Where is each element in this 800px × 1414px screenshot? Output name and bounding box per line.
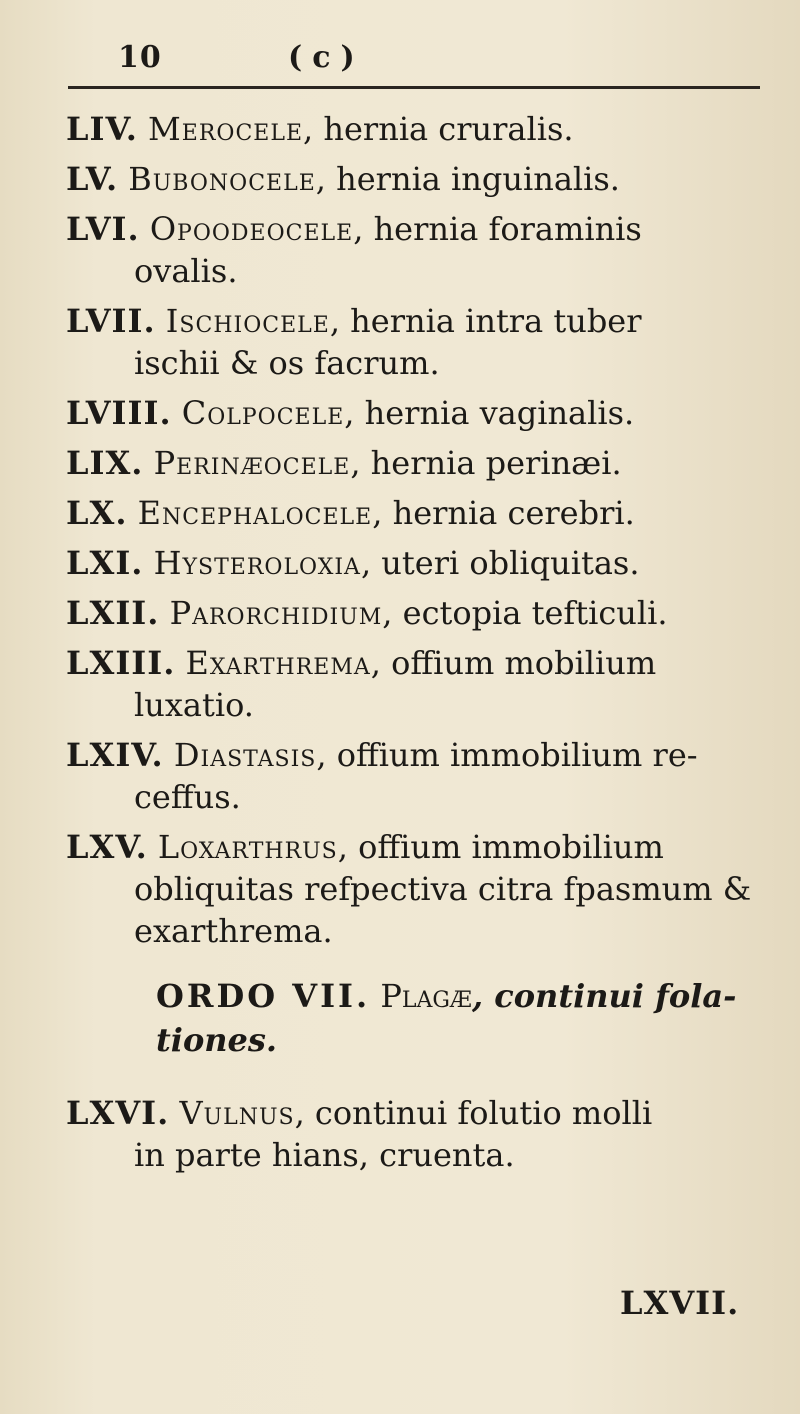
- ordo-description: , continui fola-: [471, 977, 737, 1015]
- signature-mark: (c): [288, 40, 365, 75]
- entry-text: , offium mobilium: [370, 644, 657, 682]
- entry: [66, 442, 786, 484]
- entry-number: LXII.: [66, 594, 160, 632]
- entry: [66, 542, 786, 584]
- entry-text: , hernia cerebri.: [372, 494, 635, 532]
- page-header: [118, 40, 638, 90]
- entry-text: , continui folutio molli: [294, 1094, 653, 1132]
- entry-number: LIV.: [66, 110, 138, 148]
- entry-text: , ectopia tefticuli.: [382, 594, 668, 632]
- entry: [66, 208, 786, 292]
- entry-number: LXIII.: [66, 644, 176, 682]
- page-number: 10: [118, 40, 162, 75]
- entry-number: LIX.: [66, 444, 144, 482]
- entry-term: Exarthrema: [185, 644, 371, 682]
- entry-number: LVI.: [66, 210, 140, 248]
- entry-number: LXV.: [66, 828, 148, 866]
- entry-continuation: ischii & os facrum.: [134, 344, 440, 382]
- entry: [66, 158, 786, 200]
- ordo-number: ORDO VII.: [156, 977, 371, 1015]
- entry-text: , uteri obliquitas.: [360, 544, 640, 582]
- entry-number: LXI.: [66, 544, 144, 582]
- catchword: LXVII.: [620, 1284, 740, 1322]
- entry-number: LVIII.: [66, 394, 172, 432]
- entry-number: LV.: [66, 160, 119, 198]
- header-rule: [68, 86, 760, 89]
- entry-term: Opoodeocele: [149, 210, 354, 248]
- entry-text: , offium immobilium re-: [316, 736, 698, 774]
- entry: [66, 734, 786, 818]
- entry-number: LVII.: [66, 302, 156, 340]
- entry-term: Diastasis: [173, 736, 317, 774]
- entry: [66, 592, 786, 634]
- entry-term: Loxarthrus: [157, 828, 338, 866]
- entry-term: Colpocele: [181, 394, 345, 432]
- entry-number: LXIV.: [66, 736, 164, 774]
- entry-text: , hernia inguinalis.: [315, 160, 620, 198]
- entry-term: Merocele: [148, 110, 304, 148]
- entry-list: [66, 108, 786, 1184]
- entry-text: , offium immobilium: [337, 828, 664, 866]
- entry-term: Vulnus: [179, 1094, 295, 1132]
- entry-text: , hernia cruralis.: [303, 110, 574, 148]
- entry-continuation: luxatio.: [134, 686, 254, 724]
- section-heading: [156, 974, 786, 1062]
- entry-term: Hysteroloxia: [153, 544, 361, 582]
- entry-text: , hernia intra tuber: [329, 302, 642, 340]
- ordo-continuation: tiones.: [156, 1021, 278, 1059]
- entry-number: LXVI.: [66, 1094, 170, 1132]
- entry: [66, 1092, 786, 1176]
- entry-number: LX.: [66, 494, 128, 532]
- entry-continuation: ovalis.: [134, 252, 238, 290]
- entry: [66, 492, 786, 534]
- entry-term: Bubonocele: [128, 160, 316, 198]
- entry-continuation: ceffus.: [134, 778, 241, 816]
- entry: [66, 826, 786, 952]
- entry-text: , hernia vaginalis.: [344, 394, 635, 432]
- entry-text: , hernia perinæi.: [350, 444, 622, 482]
- entry: [66, 108, 786, 150]
- entry-continuation: in parte hians, cruenta.: [134, 1136, 515, 1174]
- entry: [66, 300, 786, 384]
- entry: [66, 392, 786, 434]
- entry-continuation: obliquitas refpectiva citra fpasmum & exarthrema.: [134, 870, 752, 950]
- entry-term: Encephalocele: [137, 494, 373, 532]
- ordo-term: Plagæ: [380, 977, 472, 1015]
- entry-term: Ischiocele: [165, 302, 330, 340]
- entry-term: Parorchidium: [169, 594, 383, 632]
- entry: [66, 642, 786, 726]
- entry-term: Perinæocele: [153, 444, 351, 482]
- entry-text: , hernia foraminis: [353, 210, 642, 248]
